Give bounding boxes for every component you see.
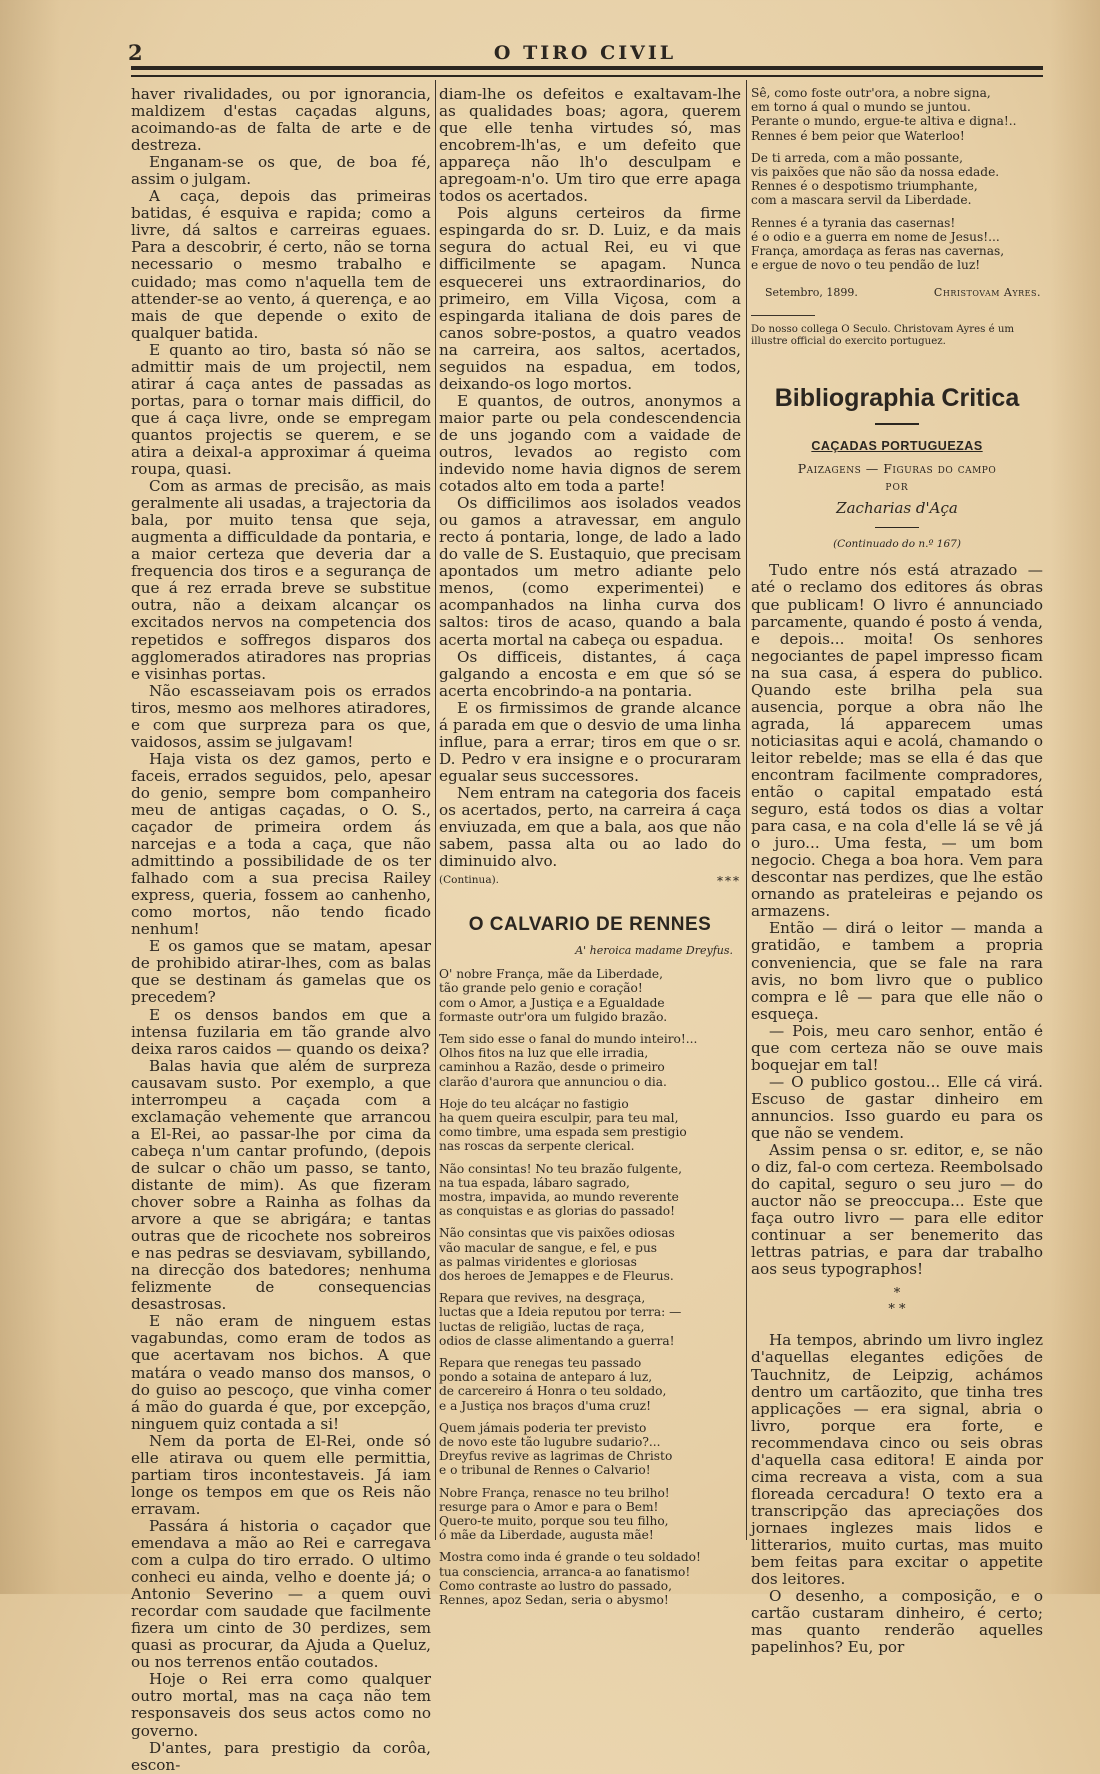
column-1	[131, 85, 431, 1774]
biblio-article-2	[751, 1332, 1043, 1656]
poem-line: O' nobre França, mãe da Liberdade,	[439, 967, 663, 982]
poem-line: Não consintas que vis paixões odiosas	[439, 1226, 675, 1241]
paragraph: E os firmissimos de grande alcance á parada em que o desvio de uma linha influe, para a errar; tiros em que o sr. D. Pedro v era insigne e o procuraram egualar seus successores.	[439, 698, 741, 785]
paragraph: Assim pensa o sr. editor, e, se não o diz, fal-o com certeza. Reembolsado do capital, seguro o seu juro — do auctor não se preoccupa... Este que faça outro livro — para elle editor continuar a ser benemerito das lettras patrias, e para dar trabalho aos seus typographos!	[751, 1141, 1043, 1279]
poem-title: O CALVARIO DE RENNES	[468, 914, 712, 936]
paragraph: Haja vista os dez gamos, perto e faceis, errados seguidos, pelo, apesar do genio, sempre bom companheiro meu de antigas caçadas, o O. S., caçador de primeira ordem ás narcejas e a toda a caça, que não admittindo a possibilidade de os ter falhado com a sua precisa Railey express, queria, fossem ao canhenho, como mortos, não tendo ficado nenhum!	[131, 749, 431, 939]
poem-line: Mostra como inda é grande o teu soldado!	[439, 1550, 701, 1565]
poem-dedication: A' heroica madame Dreyfus.	[575, 944, 733, 958]
masthead: O TIRO CIVIL	[493, 42, 677, 64]
paragraph: Passára á historia o caçador que emendava a mão ao Rei e carregava com a culpa do tiro errado. O ultimo conheci eu ainda, velho e doente já; o Antonio Severino — a quem ouvi recordar com saudade que facilmente fizera um cinto de 30 perdizes, sem quasi as procurar, da Ajuda a Queluz, ou nos terrenos então coutados.	[131, 1516, 431, 1672]
paragraph: — Pois, meu caro senhor, então é que com certeza não se ouve mais boquejar em tal!	[751, 1021, 1043, 1074]
poem-line: Rennes é o despotismo triumphante,	[751, 179, 978, 194]
paragraph: Com as armas de precisão, as mais geralmente ali usadas, a trajectoria da bala, por muito tensa que seja, augmenta a difficuldade da pontaria, e a maior certeza que deveria dar a frequencia dos tiros e a segurança de que á rez errada breve se substitue outra, não a deixam alcançar os excitados nervos na competencia dos repetidos e soffregos disparos dos agglomerados atiradores nas proprias e visinhas portas.	[131, 477, 431, 683]
paragraph: O desenho, a composição, e o cartão custaram dinheiro, é certo; mas quanto renderão aquelles papelinhos? Eu, por	[751, 1587, 1043, 1657]
paragraph: Enganam-se os que, de boa fé, assim o julgam.	[131, 153, 431, 189]
column-divider-2	[746, 80, 747, 1540]
poem-line: Quem jámais poderia ter previsto	[439, 1420, 647, 1435]
header-rule-thick	[131, 66, 1043, 70]
poem-line: dos heroes de Jemappes e de Fleurus.	[439, 1269, 674, 1284]
paragraph: E quantos, de outros, anonymos a maior parte ou pela condescendencia de uns jogando com a vaidade de outros, levados ao registo com indevido nome havia dignos de serem cotados alto em toda a parte!	[439, 391, 741, 496]
poem-line: como timbre, uma espada sem prestigio	[439, 1125, 687, 1140]
poem-line: tão grande pelo genio e coração!	[439, 981, 643, 996]
paragraph: Nem da porta de El-Rei, onde só elle atirava ou quem elle permittia, partiam tiros incontestaveis. Já iam longe os tempos em que os Reis não erravam.	[131, 1431, 431, 1518]
poem-line: odios de classe alimentando a guerra!	[439, 1333, 675, 1348]
paragraph: Hoje o Rei erra como qualquer outro mortal, mas na caça não tem responsaveis dos seus actos como no governo.	[131, 1670, 431, 1740]
poem-line: as palmas viridentes e gloriosas	[439, 1254, 637, 1269]
paragraph: Nem entram na categoria dos faceis os acertados, perto, na carreira á caça enviuzada, em que a bala, aos que não sabem, passa alta ou ao lado do diminuido alvo.	[439, 783, 741, 871]
biblio-article	[751, 562, 1043, 1278]
poem-line: Não consintas! No teu brazão fulgente,	[439, 1161, 682, 1176]
poem-line: ó mãe da Liberdade, augusta mãe!	[439, 1528, 654, 1543]
poem-line: resurge para o Amor e para o Bem!	[439, 1499, 659, 1514]
poem-line: com o Amor, a Justiça e a Egualdade	[439, 995, 665, 1010]
poem-line: Rennes é bem peior que Waterloo!	[751, 128, 965, 143]
poem-stanza	[439, 1356, 741, 1413]
page-fold-shadow	[0, 0, 60, 1594]
section-separator	[751, 1286, 1043, 1318]
paragraph: Então — dirá o leitor — manda a gratidão, e tambem a propria conveniencia, que se fale na rara avis, no bom livro que o publico compra e lê — para que elle não o esqueça.	[751, 919, 1043, 1023]
col2-article	[439, 86, 741, 870]
book-subtitle: Paizagens — Figuras do campo	[797, 461, 997, 477]
poem-line: Como contraste ao lustro do passado,	[439, 1578, 672, 1593]
continua-label: (Continua).	[439, 874, 500, 887]
poem-line: luctas que a Ideia reputou por terra: —	[439, 1305, 682, 1320]
poem-line: De ti arreda, com a mão possante,	[751, 150, 963, 165]
poem-line: ha quem queira esculpir, para teu mal,	[439, 1110, 679, 1125]
poem-stanza	[751, 216, 1043, 273]
poem-line: e ergue de novo o teu pendão de luz!	[751, 258, 981, 273]
poem-line: Hoje do teu alcáçar no fastigio	[439, 1096, 629, 1111]
poem-line: luctas de religião, luctas de raça,	[439, 1319, 645, 1334]
author-rule	[875, 527, 919, 528]
poem-line: em torno á qual o mundo se juntou.	[751, 100, 971, 115]
paragraph: diam-lhe os defeitos e exaltavam-lhe as qualidades boas; agora, querem que elle tenha virtudes só, mas encobrem-lh'as, e um defeito que appareça não lh'o desculpam e apregoam-n'o. Um tiro que erre apaga todos os acertados.	[439, 85, 741, 206]
poem-line: Repara que renegas teu passado	[439, 1356, 642, 1371]
paragraph: Tudo entre nós está atrazado — até o reclamo dos editores ás obras que publicam! O livro é annunciado parcamente, quando é posto á venda, e depois... moita! Os senhores negociantes de papel impresso ficam na sua casa, á espera do publico. Quando este brilha pela sua ausencia, porque a obra não lhe agrada, lá apparecem umas noticiasitas aqui e acolá, chamando o leitor rebelde; mas se ella é das que encontram facilmente compradores, então o capital empatado está seguro, está todos os dias a voltar para casa, e na cola d'elle lá se vê já o juro... Uma festa, — um bom negocio. Chega a boa hora. Vem para descontar nas perdizes, que lhe estão ornando as prateleiras e pejando os armazens.	[751, 561, 1043, 921]
paragraph: — O publico gostou... Elle cá virá. Escuso de gastar dinheiro em annuncios. Isso guardo eu para os que não se vendem.	[751, 1072, 1043, 1142]
poem-line: caminhou a Razão, desde o primeiro	[439, 1060, 665, 1075]
poem-continuation	[751, 86, 1043, 272]
poem-line: Quero-te muito, porque sou teu filho,	[439, 1514, 669, 1529]
paragraph: E não eram de ninguem estas vagabundas, como eram de todos as que acertavam nos bichos. A que matára o veado manso dos mansos, o do guiso ao pescoço, que vinha comer á mão do guarda é que, por excepção, ninguem quiz contada a si!	[131, 1312, 431, 1433]
poem-line: clarão d'aurora que annunciou o dia.	[439, 1074, 667, 1089]
poem-line: Rennes é a tyrania das casernas!	[751, 215, 956, 230]
poem-stanza	[751, 151, 1043, 208]
poem-line: de carcereiro á Honra o teu soldado,	[439, 1384, 667, 1399]
poem-stanza	[439, 1486, 741, 1543]
poem-line: é o odio e a guerra em nome de Jesus!...	[751, 229, 1000, 244]
poem-line: tua consciencia, arranca-a ao fanatismo!	[439, 1564, 691, 1579]
poem-line: vão macular de sangue, e fel, e pus	[439, 1240, 658, 1255]
poem-line: Olhos fitos na luz que elle irradia,	[439, 1046, 649, 1061]
paragraph: E os gamos que se matam, apesar de prohibido atirar-lhes, com as balas que se destinam ás gamelas que os precedem?	[131, 937, 431, 1007]
section-title: Bibliographia Critica	[774, 384, 1020, 413]
poem-author: Christovam Ayres.	[933, 286, 1041, 300]
continued-note: (Continuado do n.º 167)	[833, 538, 961, 551]
page-header	[126, 36, 1044, 66]
poem-line: Dreyfus revive as lagrimas de Christo	[439, 1449, 673, 1464]
poem-signature	[765, 286, 1041, 299]
title-rule	[875, 423, 919, 425]
poem-body	[439, 967, 741, 1607]
poem-line: com a mascara servil da Liberdade.	[751, 193, 972, 208]
header-rule-thin	[131, 75, 1043, 77]
paragraph: Os difficilimos aos isolados veados ou gamos a atravessar, em angulo recto á pontaria, longe, de lado a lado do valle de S. Eustaquio, que precisam apontados um metro adiante pelo menos, (como experimentei) e acompanhados na linha curva dos saltos: tiros de acaso, quando a bala acerta mortal na cabeça ou espadua.	[439, 494, 741, 649]
poem-line: as conquistas e as glorias do passado!	[439, 1204, 676, 1219]
poem-line: na tua espada, lábaro sagrado,	[439, 1175, 630, 1190]
poem-stanza	[439, 1162, 741, 1219]
poem-line: pondo a sotaina de anteparo á luz,	[439, 1370, 653, 1385]
continua-row	[439, 874, 741, 888]
poem-stanza	[439, 1097, 741, 1154]
col1-article	[131, 86, 431, 1774]
poem-line: Rennes, apoz Sedan, seria o abysmo!	[439, 1593, 669, 1608]
page-number: 2	[128, 40, 143, 65]
poem-stanza	[439, 967, 741, 1024]
separator-stars-bottom: * *	[888, 1302, 906, 1318]
book-title: CAÇADAS PORTUGUEZAS	[811, 439, 983, 454]
poem-line: nas roscas da serpente clerical.	[439, 1139, 635, 1154]
paragraph: Não escasseiavam pois os errados tiros, mesmo aos melhores atiradores, e com que surpreza para os que, vaidosos, assim se julgavam!	[131, 681, 431, 751]
poem-line: França, amordaça as feras nas cavernas,	[751, 244, 1005, 259]
book-author: Zacharias d'Aça	[836, 499, 958, 518]
poem-line: formaste outr'ora um fulgido brazão.	[439, 1009, 668, 1024]
poem-line: Tem sido esse o fanal do mundo inteiro!...	[439, 1031, 698, 1046]
paragraph: D'antes, para prestigio da corôa, escon-	[131, 1738, 431, 1774]
paragraph: haver rivalidades, ou por ignorancia, maldizem d'estas caçadas alguns, acoimando-as de falta de arte e de destreza.	[131, 85, 431, 155]
separator-star-top: *	[893, 1286, 901, 1302]
poem-stanza	[439, 1421, 741, 1478]
poem-stanza	[751, 86, 1043, 143]
footnote: Do nosso collega O Seculo. Christovam Ayres é um illustre official do exercito portuguez.	[751, 324, 1015, 348]
poem-line: Nobre França, renasce no teu brilho!	[439, 1485, 670, 1500]
note-rule	[751, 315, 815, 316]
paragraph: Ha tempos, abrindo um livro inglez d'aquellas elegantes edições de Tauchnitz, de Leipzig, achámos dentro um cartãozito, que tinha tres applicações — era signal, abria o livro, porque era forte, e recommendava cinco ou seis obras d'aquella casa editora! E ainda por cima recreava a vista, com a sua floreada cercadura! O texto era a transcripção das apreciações dos jornaes inglezes mais lidos e litterarios, muito curtas, mas muito bem feitas para excitar o appetite dos leitores.	[751, 1331, 1043, 1589]
section-stars: ***	[717, 874, 741, 889]
poem-date: Setembro, 1899.	[765, 286, 858, 300]
poem-line: mostra, impavida, ao mundo reverente	[439, 1190, 679, 1204]
poem-stanza	[439, 1032, 741, 1089]
column-2	[439, 85, 741, 1608]
paragraph: A caça, depois das primeiras batidas, é esquiva e rapida; como a livre, dá saltos e carreiras eguaes. Para a descobrir, é certo, não se torna necessario o mesmo trabalho e cuidado; mas como n'aquella tem de attender-se ao vento, á querença, e ao mais de que depende o exito de qualquer batida.	[131, 187, 431, 342]
poem-line: e o tribunal de Rennes o Calvario!	[439, 1463, 651, 1478]
paragraph: E quanto ao tiro, basta só não se admittir mais de um projectil, nem atirar á caça antes de passadas as portas, para o tornar mais difficil, do que á caça livre, onde se empregam quantos projectis se querem, e se atira a deixal-a approximar á queima roupa, quasi.	[131, 340, 431, 479]
poem-line: vis paixões que não são da nossa edade.	[751, 165, 1000, 180]
poem-stanza	[439, 1550, 741, 1607]
page-edge-shadow	[1050, 0, 1100, 1594]
column-3	[751, 86, 1043, 1657]
poem-line: Repara que revives, na desgraça,	[439, 1291, 646, 1306]
poem-stanza	[439, 1226, 741, 1283]
poem-line: de novo este tão lugubre sudario?...	[439, 1435, 661, 1450]
poem-line: Sê, como foste outr'ora, a nobre signa,	[751, 86, 991, 100]
paragraph: E os densos bandos em que a intensa fuzilaria em tão grande alvo deixa raros caidos — quando os deixa?	[131, 1005, 431, 1058]
poem-line: Perante o mundo, ergue-te altiva e digna!..	[751, 114, 1017, 129]
paragraph: Balas havia que além de surpreza causavam susto. Por exemplo, a que interrompeu a caçada com a exclamação vehemente que arrancou a El-Rei, ao passar-lhe por cima da cabeça n'um cantar profundo, (depois de sulcar o chão um passo, se tanto, distante de mim). As que fizeram chover sobre a Rainha as folhas da arvore a que se abrigára; e tantas outras que de ricochete nos sobreiros e nas pedras se desviavam, sybillando, na direcção dos batedores; nenhuma felizmente de consequencias desastrosas.	[131, 1056, 431, 1314]
poem-stanza	[439, 1291, 741, 1348]
by-label: POR	[885, 483, 909, 494]
poem-line: e a Justiça nos braços d'uma cruz!	[439, 1398, 651, 1413]
paragraph: Os difficeis, distantes, á caça galgando a encosta e em que só se acerta encobrindo-a na pontaria.	[439, 647, 741, 700]
paragraph: Pois alguns certeiros da firme espingarda do sr. D. Luiz, e da mais segura do actual Rei, eu vi que difficilmente se apagam. Nunca esquecerei uns extraordinarios, do primeiro, em Villa Viçosa, com a espingarda italiana de dois pares de canos sobre-postos, a quatro veados na carreira, aos saltos, acertados, seguidos na espadua, em todos, deixando-os logo mortos.	[439, 204, 741, 393]
column-divider-1	[435, 80, 436, 1540]
